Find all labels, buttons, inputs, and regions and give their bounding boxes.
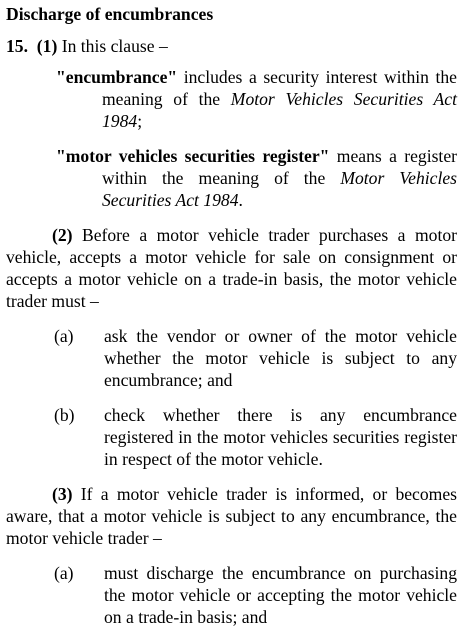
subclause-3-text: If a motor vehicle trader is informed, or becomes aware, that a motor vehicle is subject to any encumbrance, the motor vehicle trader – (6, 484, 458, 548)
clause-number: 15. (6, 36, 28, 56)
definition-text: includes a security interest within the meaning of the (102, 67, 457, 109)
section-heading: Discharge of encumbrances (6, 4, 214, 24)
item-text: check whether there is any encumbrance registered in the motor vehicles securities register in respect of the motor vehicle. (104, 405, 457, 469)
subclause-1-intro: In this clause – (61, 36, 168, 56)
definition-register (6, 145, 457, 211)
clause-15-intro (6, 35, 457, 57)
act-title: Motor Vehicles Securities Act 1984 (102, 168, 457, 210)
subclause-3 (6, 483, 457, 549)
subclause-2-item-b (6, 404, 457, 470)
item-text: ask the vendor or owner of the motor vehicle whether the motor vehicle is subject to any encumbrance; and (104, 326, 457, 390)
item-text: must discharge the encumbrance on purchasing the motor vehicle or accepting the motor vehicle on a trade-in basis; and (104, 563, 457, 627)
item-label: (a) (54, 563, 74, 583)
subclause-2-text: Before a motor vehicle trader purchases a motor vehicle, accepts a motor vehicle for sale on consignment or accepts a motor vehicle on a trade-in basis, the motor vehicle trader must – (6, 225, 457, 311)
definition-punct: . (238, 190, 243, 210)
subclause-2 (6, 224, 457, 312)
definition-text: means a register within the meaning of the (102, 146, 457, 188)
definition-term: "motor vehicles securities register" (56, 146, 330, 166)
subclause-2-item-a (6, 325, 457, 391)
definition-term: "encumbrance" (56, 67, 178, 87)
definition-encumbrance (6, 66, 457, 132)
item-label: (b) (54, 405, 75, 425)
document (6, 3, 457, 628)
definition-punct: ; (137, 111, 143, 131)
act-title: Motor Vehicles Securities Act 1984 (102, 89, 457, 131)
subclause-3-marker: (3) (52, 484, 73, 504)
subclause-2-marker: (2) (52, 225, 73, 245)
subclause-1-marker: (1) (36, 36, 58, 56)
subclause-3-item-a (6, 562, 457, 628)
item-label: (a) (54, 326, 74, 346)
